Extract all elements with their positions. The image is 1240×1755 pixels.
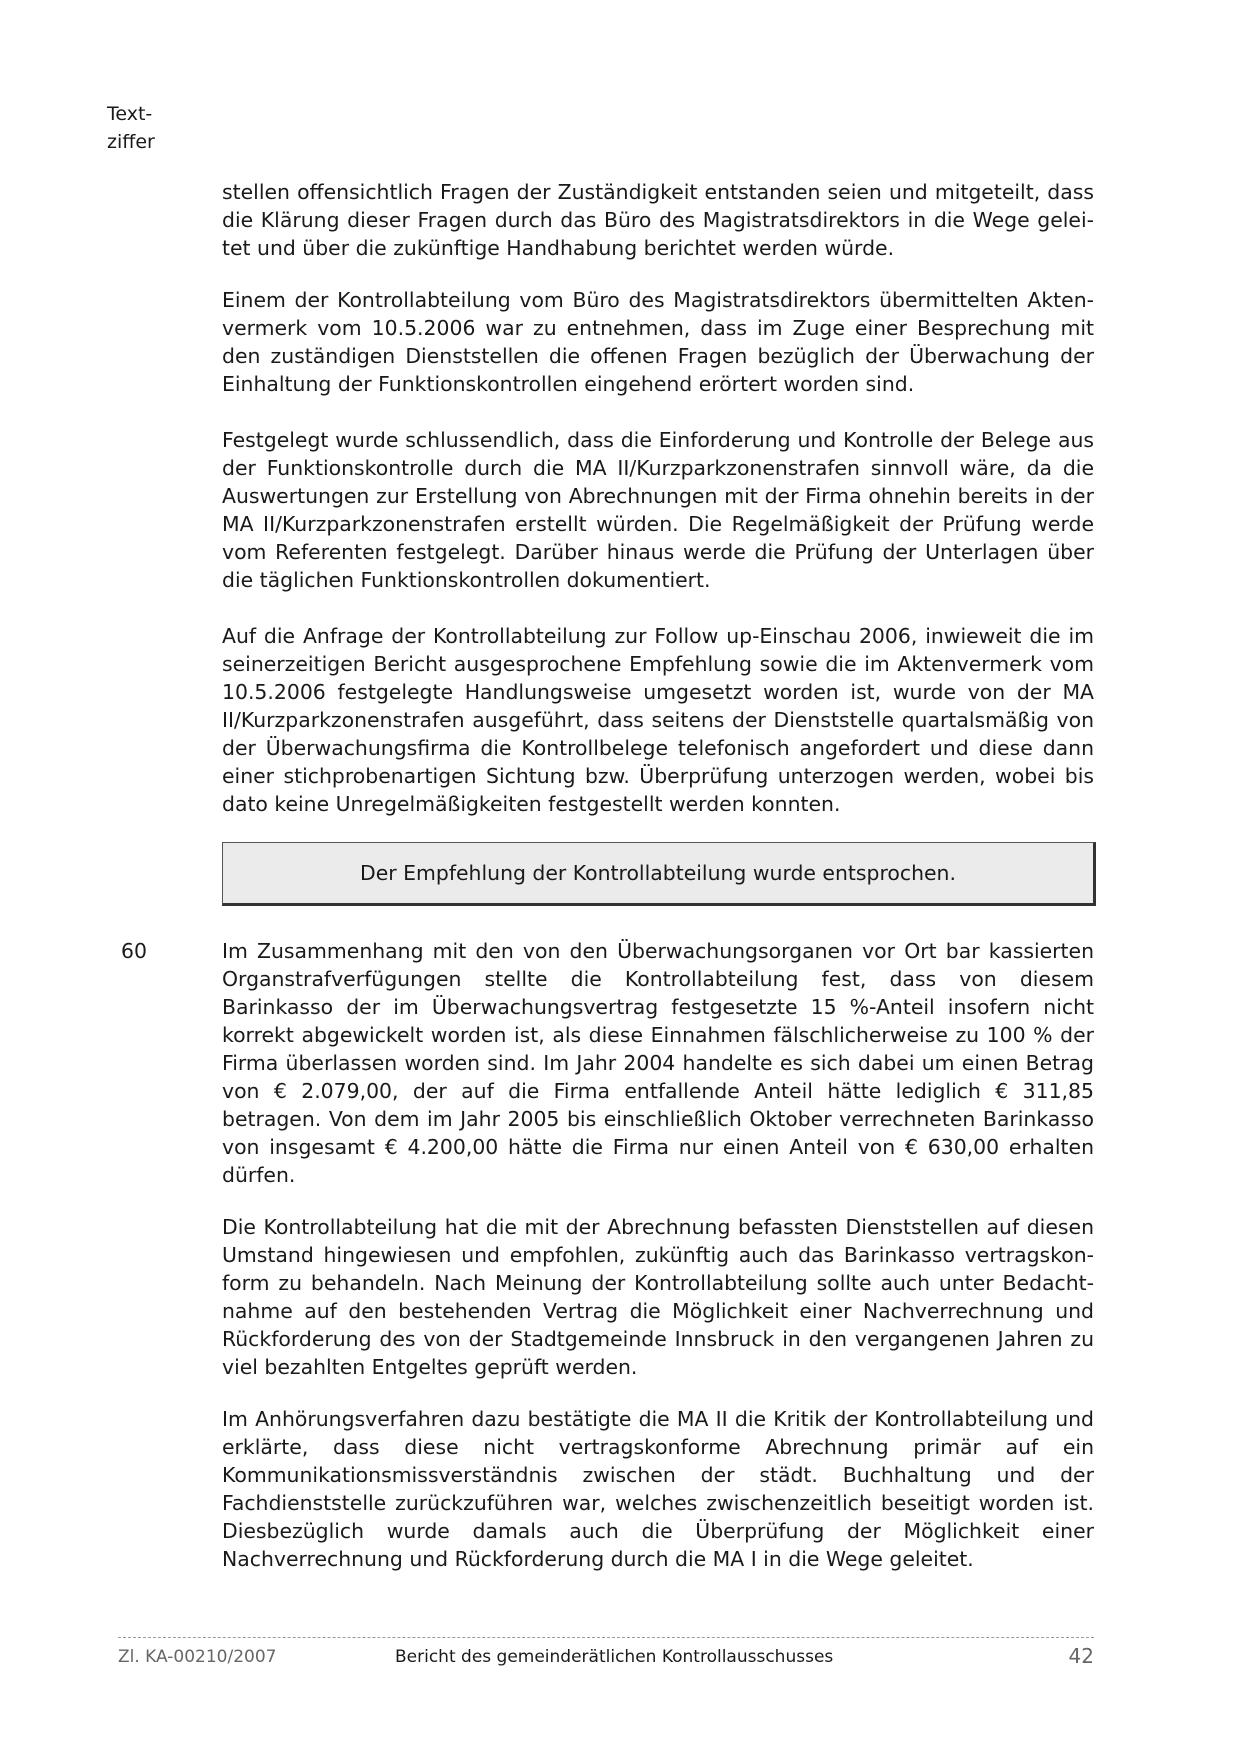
text-number-60: 60 <box>121 939 147 963</box>
footer-reference: Zl. KA-00210/2007 <box>118 1647 277 1667</box>
paragraph: Auf die Anfrage der Kontrollabteilung zur Follow up-Einschau 2006, inwieweit die im seinerzeitigen Bericht ausgesprochene Empfehlung sowie die im Aktenvermerk vom 10.5.2006 festgelegte Handlungsweise umgesetzt worden ist, wurde von der MA II/Kurzparkzonenstrafen ausgeführt, dass seitens der Dienststelle quartalsmäßig von der Überwachungsfirma die Kontrollbelege telefonisch angefordert und diese dann einer stichprobenartigen Sichtung bzw. Überprüfung unterzogen werden, wobei bis dato keine Unregelmäßigkeiten festgestellt werden konnten. <box>222 624 1094 816</box>
margin-label-line2: ziffer <box>107 131 155 153</box>
paragraph: Im Zusammenhang mit den von den Überwachungsorganen vor Ort bar kassierten Organstrafverfügungen stellte die Kontrollabteilung fest, dass von diesem Barinkasso der im Überwachungsvertrag festgesetzte 15 %-Anteil insofern nicht korrekt abgewickelt worden ist, als diese Einnahmen fälschlicherweise zu 100 % der Firma überlassen worden sind. Im Jahr 2004 handelte es sich dabei um einen Betrag von € 2.079,00, der auf die Firma entfallende Anteil hätte lediglich € 311,85 betragen. Von dem im Jahr 2005 bis einschließlich Oktober verrechneten Barinkasso von insgesamt € 4.200,00 hätte die Firma nur einen Anteil von € 630,00 erhalten dürfen. <box>222 939 1094 1187</box>
footer-report-title: Bericht des gemeinderätlichen Kontrollausschusses <box>395 1647 834 1667</box>
paragraph: Festgelegt wurde schlussendlich, dass die Einforderung und Kontrolle der Belege aus der Funktionskontrolle durch die MA II/Kurzparkzonenstrafen sinnvoll wäre, da die Auswertungen zur Erstellung von Abrechnungen mit der Firma ohnehin bereits in der MA II/Kurzparkzonenstrafen erstellt würden. Die Regelmäßigkeit der Prüfung werde vom Referenten festgelegt. Darüber hinaus werde die Prüfung der Unterlagen über die täglichen Funktionskontrollen dokumentiert. <box>222 428 1094 592</box>
margin-label-line1: Text- <box>107 103 153 125</box>
paragraph: Einem der Kontrollabteilung vom Büro des Magistratsdirektors übermittelten Aktenvermerk vom 10.5.2006 war zu entnehmen, dass im Zuge einer Besprechung mit den zuständigen Dienststellen die offenen Fragen bezüglich der Überwachung der Einhaltung der Funktionskontrollen eingehend erörtert worden sind. <box>222 288 1094 396</box>
section-60 <box>222 937 1094 1597</box>
recommendation-notice-box <box>222 842 1096 906</box>
footer-page-number: 42 <box>1068 1644 1094 1668</box>
paragraph: Die Kontrollabteilung hat die mit der Abrechnung befassten Dienststellen auf diesen Umstand hingewiesen und empfohlen, zukünftig auch das Barinkasso vertragskonform zu behandeln. Nach Meinung der Kontrollabteilung sollte auch unter Bedachtnahme auf den bestehenden Vertrag die Möglichkeit einer Nachverrechnung und Rückforderung des von der Stadtgemeinde Innsbruck in den vergangenen Jahren zu viel bezahlten Entgeltes geprüft werden. <box>222 1215 1094 1379</box>
footer-divider <box>118 1637 1094 1638</box>
margin-label-textziffer <box>107 100 155 156</box>
page-footer <box>118 1644 1094 1671</box>
recommendation-notice-text: Der Empfehlung der Kontrollabteilung wurde entsprochen. <box>360 861 956 885</box>
section-continued <box>222 178 1094 906</box>
paragraph: Im Anhörungsverfahren dazu bestätigte die MA II die Kritik der Kontrollabteilung und erklärte, dass diese nicht vertragskonforme Abrechnung primär auf ein Kommunikationsmissverständnis zwischen der städt. Buchhaltung und der Fachdienststelle zurückzuführen war, welches zwischenzeitlich beseitigt worden ist. Diesbezüglich wurde damals auch die Überprüfung der Möglichkeit einer Nachverrechnung und Rückforderung durch die MA I in die Wege geleitet. <box>222 1407 1094 1571</box>
paragraph: stellen offensichtlich Fragen der Zuständigkeit entstanden seien und mitgeteilt, dass die Klärung dieser Fragen durch das Büro des Magistratsdirektors in die Wege geleitet und über die zukünftige Handhabung berichtet werden würde. <box>222 180 1094 260</box>
